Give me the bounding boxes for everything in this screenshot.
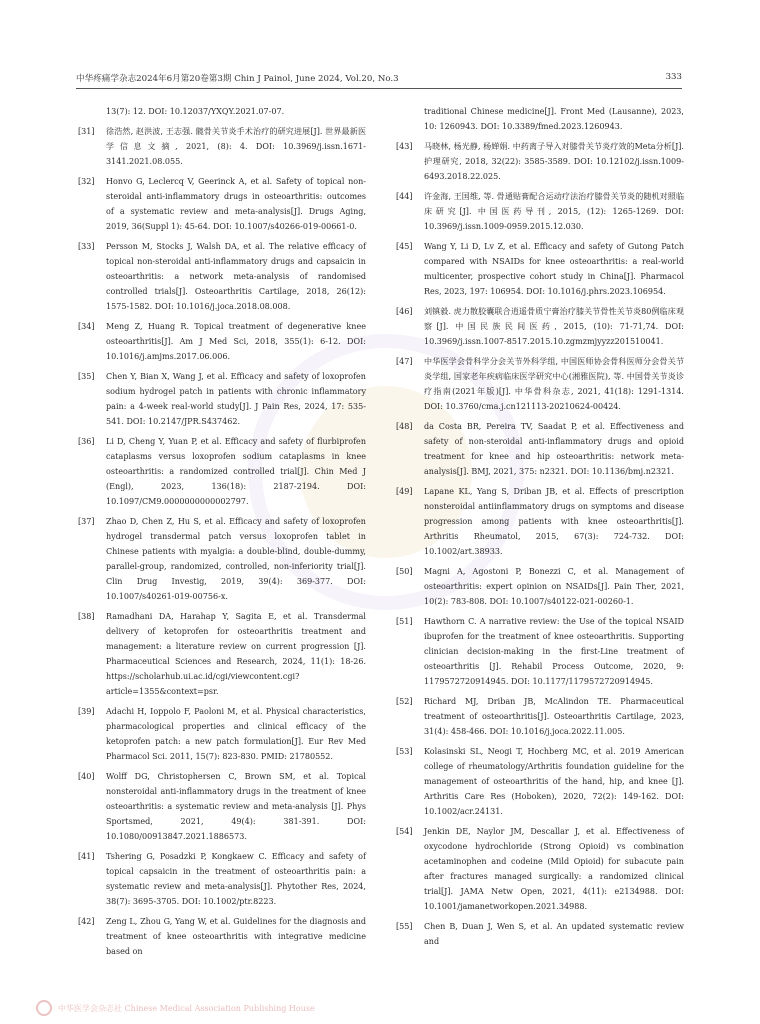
reference-number: [36] xyxy=(78,437,95,446)
reference-number: [55] xyxy=(396,922,413,931)
reference-item xyxy=(396,824,684,914)
reference-item xyxy=(78,239,366,314)
reference-text: da Costa BR, Pereira TV, Saadat P, et al. Effectiveness and safety of non-steroidal anti-inflammatory drugs and opioid treatment for knee and hip osteoarthritis: network meta-analysis[J]. BMJ, 2021, 375: n2321. DOI: 10.1136/bmj.n2321. xyxy=(424,422,684,476)
reference-item xyxy=(78,514,366,604)
reference-item xyxy=(396,614,684,689)
reference-text: 许金海, 王国维, 等. 骨通贴膏配合运动疗法治疗膝骨关节炎的随机对照临床研究[J]. 中国医药导刊, 2015, (12): 1265-1269. DOI: 10.3969/j.issn.1009-0959.2015.12.030. xyxy=(424,192,684,231)
reference-number: [39] xyxy=(78,707,95,716)
reference-number: [31] xyxy=(78,127,95,136)
reference-text: Meng Z, Huang R. Topical treatment of degenerative knee osteoarthritis[J]. Am J Med Sci, 2018, 355(1): 6-12. DOI: 10.1016/j.amjms.2017.06.006. xyxy=(106,322,366,361)
reference-number: [33] xyxy=(78,242,95,251)
reference-number: [47] xyxy=(396,357,413,366)
left-column xyxy=(78,104,366,964)
publisher-footer xyxy=(36,1000,366,1020)
reference-number: [51] xyxy=(396,617,413,626)
reference-number: [43] xyxy=(396,142,413,151)
reference-text: Tshering G, Posadzki P, Kongkaew C. Efficacy and safety of topical capsaicin in the treatment of osteoarthritis pain: a systematic review and meta-analysis[J]. Phytother Res, 2024, 38(7): 3695-3705. DOI: 10.1002/ptr.8223. xyxy=(106,852,366,906)
reference-text: Adachi H, Ioppolo F, Paoloni M, et al. Physical characteristics, pharmacological properties and clinical efficacy of the ketoprofen patch: a new patch formulation[J]. Eur Rev Med Pharmacol Sci. 2011, 15(7): 823-830. PMID: 21780552. xyxy=(106,707,366,761)
header-rule xyxy=(76,88,682,89)
reference-continuation: 13(7): 12. DOI: 10.12037/YXQY.2021.07-07. xyxy=(106,107,285,116)
reference-number: [49] xyxy=(396,487,413,496)
reference-number: [53] xyxy=(396,747,413,756)
reference-item xyxy=(78,769,366,844)
reference-number: [41] xyxy=(78,852,95,861)
reference-text: Magni A, Agostoni P, Bonezzi C, et al. Management of osteoarthritis: expert opinion on NSAIDs[J]. Pain Ther, 2021, 10(2): 783-808. DOI: 10.1007/s40122-021-00260-1. xyxy=(424,567,684,606)
running-header xyxy=(76,72,682,86)
reference-number: [38] xyxy=(78,612,95,621)
journal-citation: 中华疼痛学杂志2024年6月第20卷第3期 Chin J Painol, June 2024, Vol.20, No.3 xyxy=(76,74,399,84)
reference-text: Chen Y, Bian X, Wang J, et al. Efficacy and safety of loxoprofen sodium hydrogel patch in patients with chronic inflammatory pain: a 4-week real-world study[J]. J Pain Res, 2024, 17: 535-541. DOI: 10.2147/JPR.S437462. xyxy=(106,372,366,426)
reference-text: Ramadhani DA, Harahap Y, Sagita E, et al. Transdermal delivery of ketoprofen for osteoarthritis treatment and management: a literature review on current progression [J]. Pharmaceutical Sciences and Research, 2024, 11(1): 18-26. https://scholarhub.ui.ac.id/cgi/viewcontent.cgi?article=1355&context=psr. xyxy=(106,612,366,696)
reference-number: [54] xyxy=(396,827,413,836)
reference-number: [48] xyxy=(396,422,413,431)
reference-item xyxy=(78,704,366,764)
reference-item xyxy=(396,484,684,559)
publisher-name: 中华医学会杂志社 Chinese Medical Association Publishing House xyxy=(58,1004,315,1013)
reference-item xyxy=(78,174,366,234)
publisher-logo-icon xyxy=(36,1000,52,1016)
reference-text: Li D, Cheng Y, Yuan P, et al. Efficacy and safety of flurbiprofen cataplasms versus loxoprofen sodium cataplasms in knee osteoarthritis: a randomized controlled trial[J]. Chin Med J (Engl), 2023, 136(18): 2187-2194. DOI: 10.1097/CM9.0000000000002797. xyxy=(106,437,366,506)
reference-text: Lapane KL, Yang S, Driban JB, et al. Effects of prescription nonsteroidal antiinflammatory drugs on symptoms and disease progression among patients with knee osteoarthritis[J]. Arthritis Rheumatol, 2015, 67(3): 724-732. DOI: 10.1002/art.38933. xyxy=(424,487,684,556)
reference-item xyxy=(396,239,684,299)
reference-text: Hawthorn C. A narrative review: the Use of the topical NSAID ibuprofen for the treatment of knee osteoarthritis. Supporting clinician decision-making in the first-Line treatment of osteoarthritis [J]. Rehabil Process Outcome, 2020, 9: 1179572720914945. DOI: 10.1177/1179572720914945. xyxy=(424,617,684,686)
reference-number: [35] xyxy=(78,372,95,381)
reference-text: 徐浩然, 赵洪波, 王志强. 髋骨关节炎手术治疗的研究进展[J]. 世界最新医学信息文摘, 2021, (8): 4. DOI: 10.3969/j.issn.1671-3141.2021.08.055. xyxy=(106,127,366,166)
reference-item xyxy=(396,694,684,739)
page-number: 333 xyxy=(665,72,682,82)
reference-text: Persson M, Stocks J, Walsh DA, et al. The relative efficacy of topical non-steroidal anti-inflammatory drugs and capsaicin in osteoarthritis: a network meta-analysis of randomised controlled trials[J]. Osteoarthritis Cartilage, 2018, 26(12): 1575-1582. DOI: 10.1016/j.joca.2018.08.008. xyxy=(106,242,366,311)
reference-text: Wolff DG, Christophersen C, Brown SM, et al. Topical nonsteroidal anti-inflammatory drugs in the treatment of knee osteoarthritis: a systematic review and meta-analysis [J]. Phys Sportsmed, 2021, 49(4): 381-391. DOI: 10.1080/00913847.2021.1886573. xyxy=(106,772,366,841)
reference-text: Chen B, Duan J, Wen S, et al. An updated systematic review and xyxy=(424,922,684,946)
reference-number: [34] xyxy=(78,322,95,331)
reference-text: Zeng L, Zhou G, Yang W, et al. Guidelines for the diagnosis and treatment of knee osteoarthritis with integrative medicine based on xyxy=(106,917,366,956)
reference-item xyxy=(78,319,366,364)
reference-item xyxy=(78,124,366,169)
reference-item xyxy=(396,189,684,234)
reference-text: Honvo G, Leclercq V, Geerinck A, et al. Safety of topical non-steroidal anti-inflammatory drugs in osteoarthritis: outcomes of a systematic review and meta-analysis[J]. Drugs Aging, 2019, 36(Suppl 1): 45-64. DOI: 10.1007/s40266-019-00661-0. xyxy=(106,177,366,231)
reference-number: [50] xyxy=(396,567,413,576)
reference-item xyxy=(396,744,684,819)
reference-item xyxy=(78,369,366,429)
reference-item xyxy=(78,849,366,909)
reference-number: [52] xyxy=(396,697,413,706)
reference-number: [42] xyxy=(78,917,95,926)
reference-text: 刘镇毅. 虎力散胶囊联合逍遥骨质宁膏治疗膝关节骨性关节炎80例临床观察[J]. 中国民族民间医药, 2015, (10): 71-71,74. DOI: 10.3969/j.issn.1007-8517.2015.10.zgmzmjyyzz201510041. xyxy=(424,307,684,346)
reference-item xyxy=(396,919,684,949)
reference-text: Kolasinski SL, Neogi T, Hochberg MC, et al. 2019 American college of rheumatology/Arthritis foundation guideline for the management of osteoarthritis of the hand, hip, and knee [J]. Arthritis Care Res (Hoboken), 2020, 72(2): 149-162. DOI: 10.1002/acr.24131. xyxy=(424,747,684,816)
reference-item xyxy=(78,914,366,959)
reference-text: Richard MJ, Driban JB, McAlindon TE. Pharmaceutical treatment of osteoarthritis[J]. Osteoarthritis Cartilage, 2023, 31(4): 458-466. DOI: 10.1016/j.joca.2022.11.005. xyxy=(424,697,684,736)
reference-item xyxy=(396,304,684,349)
reference-number: [37] xyxy=(78,517,95,526)
right-column xyxy=(396,104,684,954)
reference-number: [45] xyxy=(396,242,413,251)
reference-text: 中华医学会骨科学分会关节外科学组, 中国医师协会骨科医师分会骨关节炎学组, 国家老年疾病临床医学研究中心(湘雅医院), 等. 中国骨关节炎诊疗指南(2021年版)[J]. 中华骨科杂志, 2021, 41(18): 1291-1314. DOI: 10.3760/cma.j.cn121113-20210624-00424. xyxy=(424,357,684,411)
reference-item xyxy=(78,434,366,509)
reference-number: [32] xyxy=(78,177,95,186)
reference-item xyxy=(396,419,684,479)
reference-item xyxy=(78,609,366,699)
reference-item xyxy=(396,354,684,414)
reference-continuation: traditional Chinese medicine[J]. Front Med (Lausanne), 2023, 10: 1260943. DOI: 10.3389/fmed.2023.1260943. xyxy=(424,107,684,131)
reference-number: [40] xyxy=(78,772,95,781)
reference-text: Zhao D, Chen Z, Hu S, et al. Efficacy and safety of loxoprofen hydrogel transdermal patch versus loxoprofen tablet in Chinese patients with myalgia: a double-blind, double-dummy, parallel-group, randomized, controlled, non-inferiority trial[J]. Clin Drug Investig, 2019, 39(4): 369-377. DOI: 10.1007/s40261-019-00756-x. xyxy=(106,517,366,601)
reference-item xyxy=(396,139,684,184)
reference-item xyxy=(396,564,684,609)
reference-text: Wang Y, Li D, Lv Z, et al. Efficacy and safety of Gutong Patch compared with NSAIDs for knee osteoarthritis: a real-world multicenter, prospective cohort study in China[J]. Pharmacol Res, 2023, 197: 106954. DOI: 10.1016/j.phrs.2023.106954. xyxy=(424,242,684,296)
reference-number: [44] xyxy=(396,192,413,201)
reference-text: 马晓林, 杨光静, 杨婵娟. 中药离子导入对膝骨关节炎疗效的Meta分析[J]. 护理研究, 2018, 32(22): 3585-3589. DOI: 10.12102/j.issn.1009-6493.2018.22.025. xyxy=(424,142,684,181)
reference-text: Jenkin DE, Naylor JM, Descallar J, et al. Effectiveness of oxycodone hydrochloride (Strong Opioid) vs combination acetaminophen and codeine (Mild Opioid) for subacute pain after fractures managed surgically: a randomized clinical trial[J]. JAMA Netw Open, 2021, 4(11): e2134988. DOI: 10.1001/jamanetworkopen.2021.34988. xyxy=(424,827,684,911)
reference-number: [46] xyxy=(396,307,413,316)
